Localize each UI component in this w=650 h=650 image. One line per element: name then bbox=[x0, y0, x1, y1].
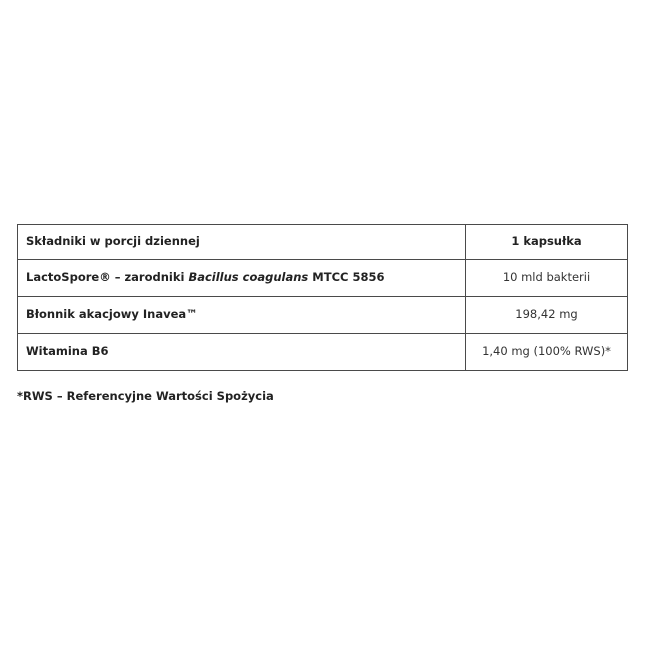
ingredient-amount: 10 mld bakterii bbox=[466, 260, 628, 297]
table-header-row bbox=[18, 225, 628, 260]
ingredient-strain-text: MTCC 5856 bbox=[308, 270, 385, 285]
ingredient-species-name: Bacillus coagulans bbox=[188, 270, 309, 285]
table-row bbox=[18, 334, 628, 371]
header-portion-cell: 1 kapsułka bbox=[466, 225, 628, 260]
header-ingredients-cell: Składniki w porcji dziennej bbox=[18, 225, 466, 260]
rws-footnote: *RWS – Referencyjne Wartości Spożycia bbox=[17, 389, 274, 403]
ingredients-table bbox=[17, 224, 628, 371]
ingredient-name-lactospore bbox=[18, 260, 466, 297]
ingredient-name-text: LactoSpore® – zarodniki bbox=[26, 270, 189, 285]
table-row bbox=[18, 297, 628, 334]
ingredient-name-b6: Witamina B6 bbox=[18, 334, 466, 371]
ingredient-name-fiber: Błonnik akacjowy Inavea™ bbox=[18, 297, 466, 334]
table-row bbox=[18, 260, 628, 297]
ingredient-amount: 198,42 mg bbox=[466, 297, 628, 334]
ingredient-amount: 1,40 mg (100% RWS)* bbox=[466, 334, 628, 371]
